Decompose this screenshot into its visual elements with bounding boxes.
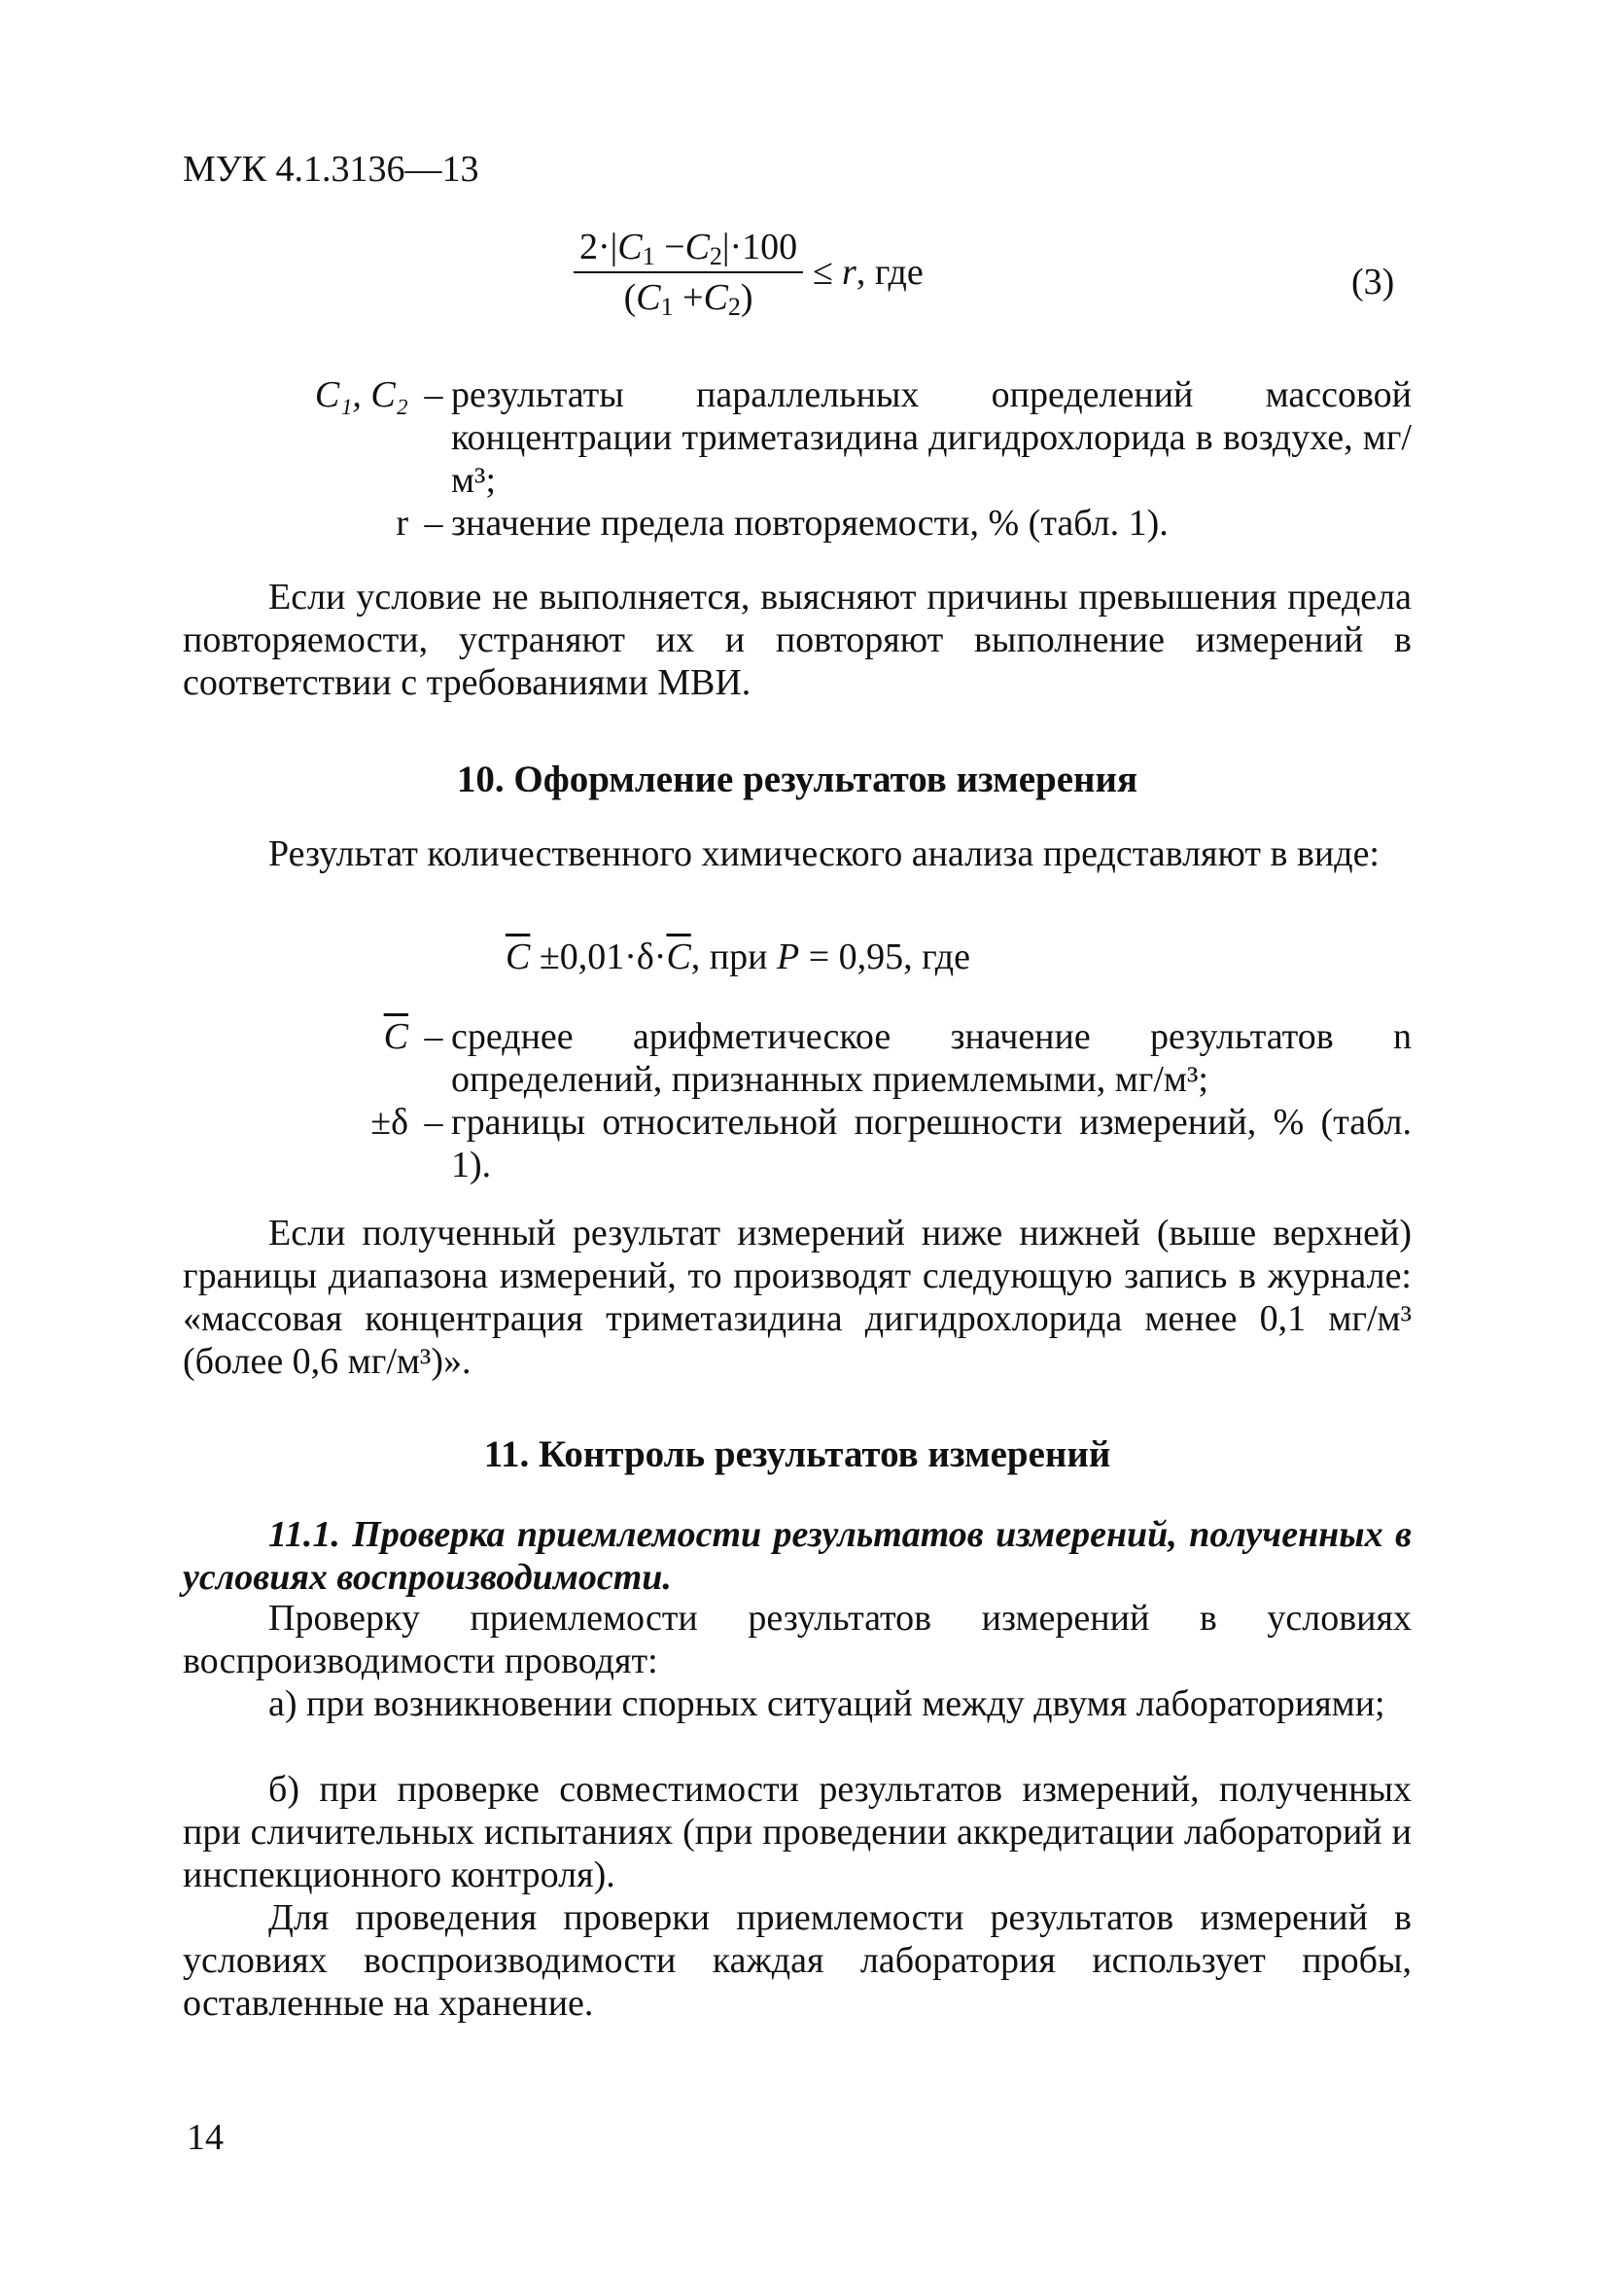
- definition-symbol: r: [396, 503, 408, 544]
- section-10-paragraph: Результат количественного химического анализа представляют в виде:: [268, 833, 1380, 874]
- formula-3-denominator: $(C_1 +C_2)$: [623, 277, 753, 321]
- list-item-b: б) при проверке совместимости результатов измерений, полученных при сличительных испытаниях (при проведении аккредитации лабораторий и инспекционного контроля).: [183, 1769, 1412, 1895]
- subsection-11-1-paragraph-samples: Для проведения проверки приемлемости результатов измерений в условиях воспроизводимости каждая лаборатория использует пробы, оставленные на хранение.: [183, 1897, 1412, 2024]
- definition-text: границы относительной погрешности измерений, % (табл. 1).: [451, 1102, 1412, 1185]
- definition-dash: –: [424, 374, 443, 415]
- paragraph-repeatability: Если условие не выполняется, выясняют причины превышения предела повторяемости, устраняют их и повторяют выполнение измерений в соответствии с требованиями МВИ.: [183, 577, 1412, 703]
- result-definitions: [262, 1015, 1412, 1186]
- formula-3-fraction: [574, 226, 803, 319]
- formula-3-definitions: [262, 373, 1412, 545]
- formula-3-where: , где: [856, 252, 924, 293]
- definition-dash: –: [424, 503, 443, 544]
- section-11-heading: 11. Контроль результатов измерений: [483, 1433, 1111, 1475]
- result-formula: $\overline{C} \pm 0,01\cdot\delta\cdot\overline{C}$, при P = 0,95, где: [506, 936, 971, 977]
- definition-text: результаты параллельных определений массовой концентрации триметазидина дигидрохлорида в воздухе, мг/м³;: [451, 374, 1412, 501]
- definition-row: [262, 1101, 1412, 1186]
- section-10-paragraph-range: Если полученный результат измерений ниже нижней (выше верхней) границы диапазона измерений, то производят следующую запись в журнале: «массовая концентрация триметазидина дигидрохлорида менее 0,1 мг/м³ (более 0,6 мг/м³)».: [183, 1213, 1412, 1382]
- definition-text: значение предела повторяемости, % (табл. 1).: [451, 503, 1169, 544]
- definition-text: среднее арифметическое значение результатов n определений, признанных приемлемыми, мг/м³;: [451, 1016, 1412, 1100]
- definition-row: [262, 502, 1412, 545]
- formula-3-relation: ≤ r: [812, 252, 856, 293]
- definition-symbol: $\overline{C}$: [383, 1016, 408, 1057]
- document-code: МУК 4.1.3136—13: [183, 149, 479, 190]
- definition-dash: –: [424, 1102, 443, 1143]
- formula-3: [574, 226, 924, 319]
- definition-dash: –: [424, 1016, 443, 1057]
- definition-row: [262, 373, 1412, 502]
- page-number: 14: [187, 2117, 224, 2158]
- list-item-a: а) при возникновении спорных ситуаций между двумя лабораториями;: [268, 1683, 1385, 1724]
- definition-row: [262, 1015, 1412, 1101]
- subsection-11-1-heading: 11.1. Проверка приемлемости результатов измерений, полученных в условиях воспроизводимости.: [183, 1514, 1412, 1598]
- subsection-11-1-paragraph: Проверку приемлемости результатов измерений в условиях воспроизводимости проводят:: [183, 1598, 1412, 1681]
- definition-symbol: C₁, C₂: [314, 374, 408, 415]
- formula-3-number: (3): [1351, 262, 1395, 302]
- section-10-heading: 10. Оформление результатов измерения: [456, 759, 1138, 800]
- formula-3-numerator: $2\cdot|C_1 -C_2|\cdot 100$: [574, 226, 803, 273]
- definition-symbol: ±δ: [370, 1102, 408, 1143]
